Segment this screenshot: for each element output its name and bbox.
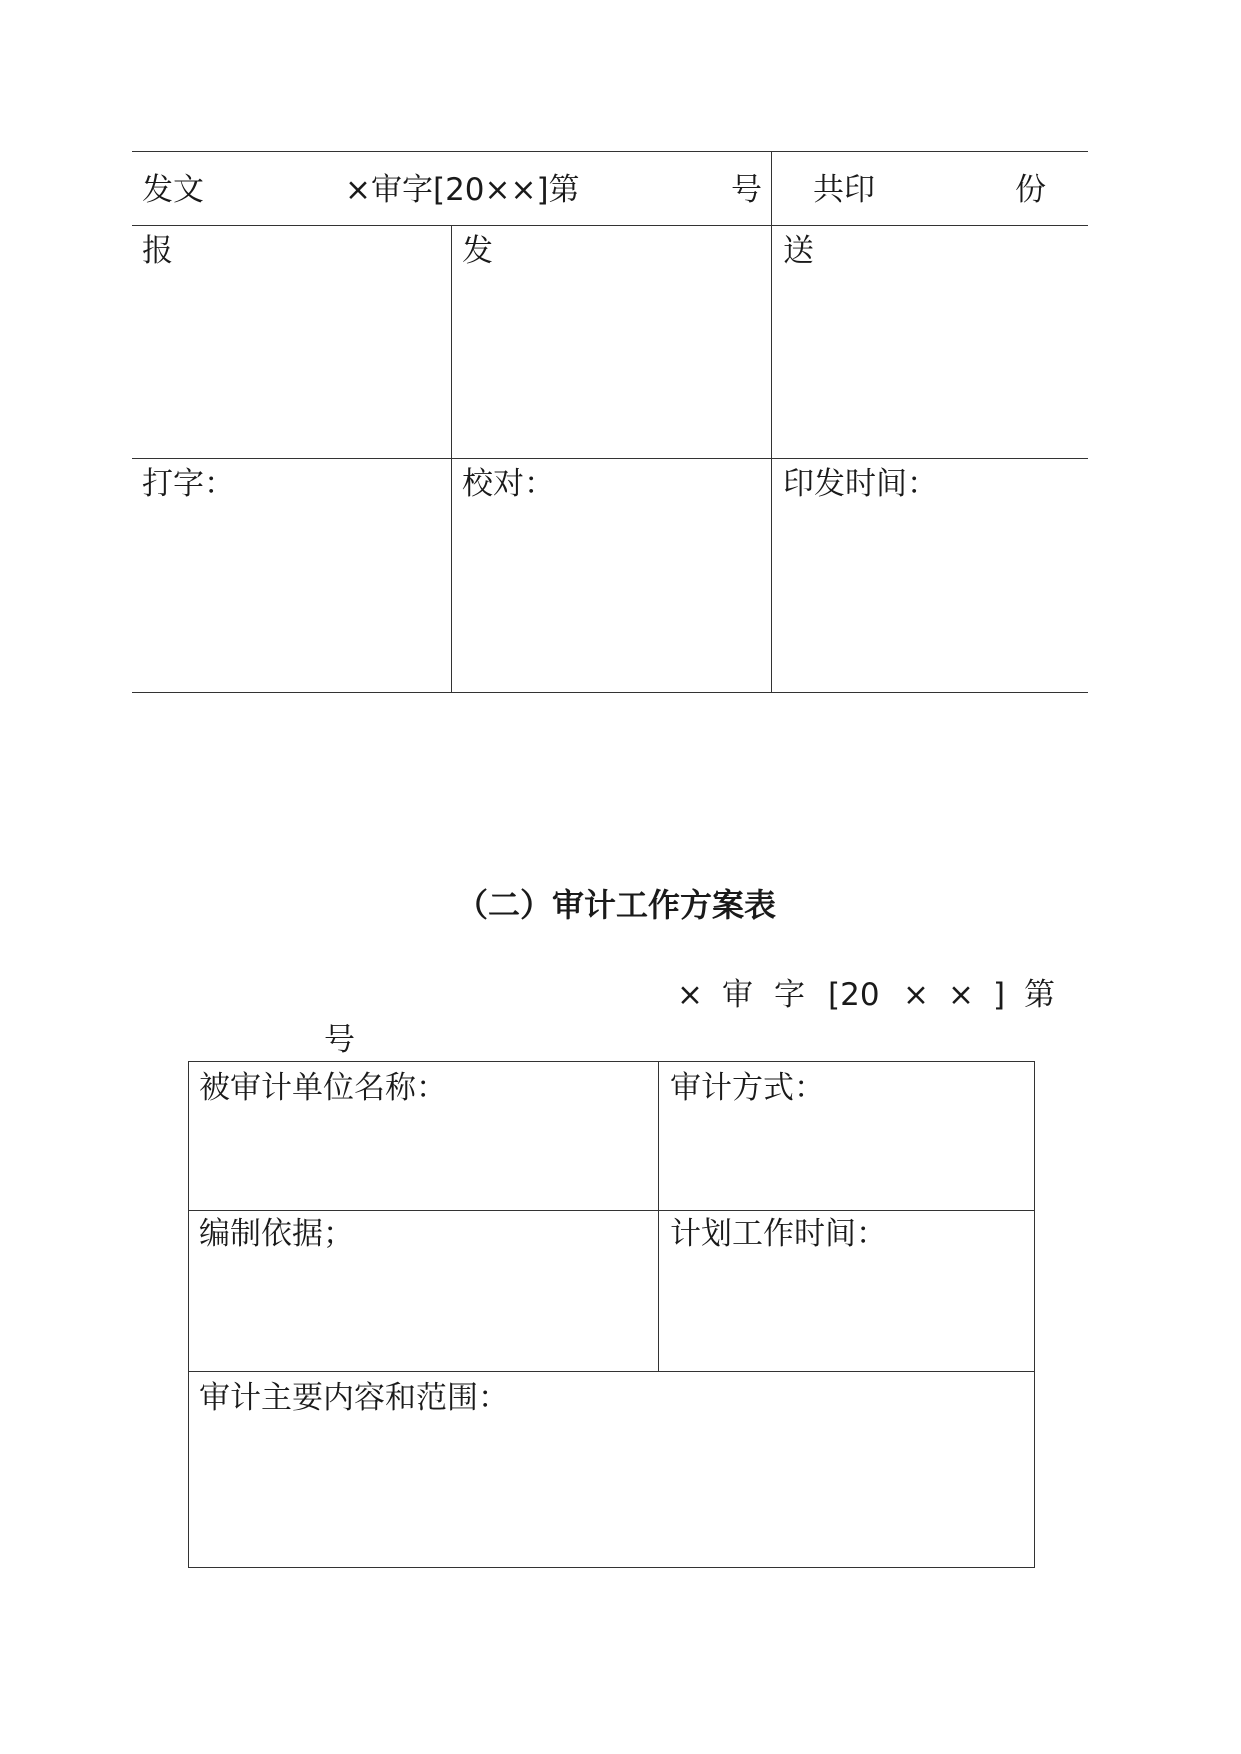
audit-method-label: 审计方式：	[670, 1070, 825, 1106]
issue-label: 发文	[142, 172, 204, 208]
scope-label: 审计主要内容和范围：	[199, 1380, 509, 1416]
table-top-border	[132, 151, 1088, 152]
number-suffix: 号	[731, 172, 762, 208]
audited-unit-label: 被审计单位名称：	[199, 1070, 447, 1106]
copies-label: 共印	[813, 172, 875, 208]
proofread-label: 校对：	[462, 466, 555, 502]
ref-char: ×	[677, 977, 703, 1013]
table-row-divider	[132, 225, 1088, 226]
table-column-divider	[658, 1061, 659, 1372]
typist-label: 打字：	[142, 466, 235, 502]
ref-char: ]	[993, 977, 1006, 1013]
report-cell-3: 送	[783, 233, 814, 269]
ref-char: 字	[774, 977, 805, 1013]
ref-char: ×	[948, 977, 974, 1013]
ref-char: 审	[722, 977, 753, 1013]
ref-char: 第	[1024, 977, 1055, 1013]
report-cell-2: 发	[462, 233, 493, 269]
table-row-divider	[188, 1210, 1035, 1211]
section-title: （二）审计工作方案表	[456, 886, 777, 924]
issue-time-label: 印发时间：	[783, 466, 938, 502]
table-row-divider	[188, 1371, 1035, 1372]
table-column-divider	[771, 151, 772, 692]
basis-label: 编制依据；	[199, 1216, 354, 1252]
table-column-divider	[451, 225, 452, 692]
ref-char: [20	[828, 977, 880, 1013]
document-number: ×审字[20××]第	[345, 172, 580, 208]
planned-time-label: 计划工作时间：	[670, 1216, 887, 1252]
table-outer-border	[188, 1061, 1035, 1568]
ref-suffix: 号	[324, 1022, 355, 1058]
report-cell-1: 报	[142, 233, 173, 269]
copies-suffix: 份	[1015, 172, 1046, 208]
ref-char: ×	[903, 977, 929, 1013]
table-bottom-border	[132, 692, 1088, 693]
table-row-divider	[132, 458, 1088, 459]
